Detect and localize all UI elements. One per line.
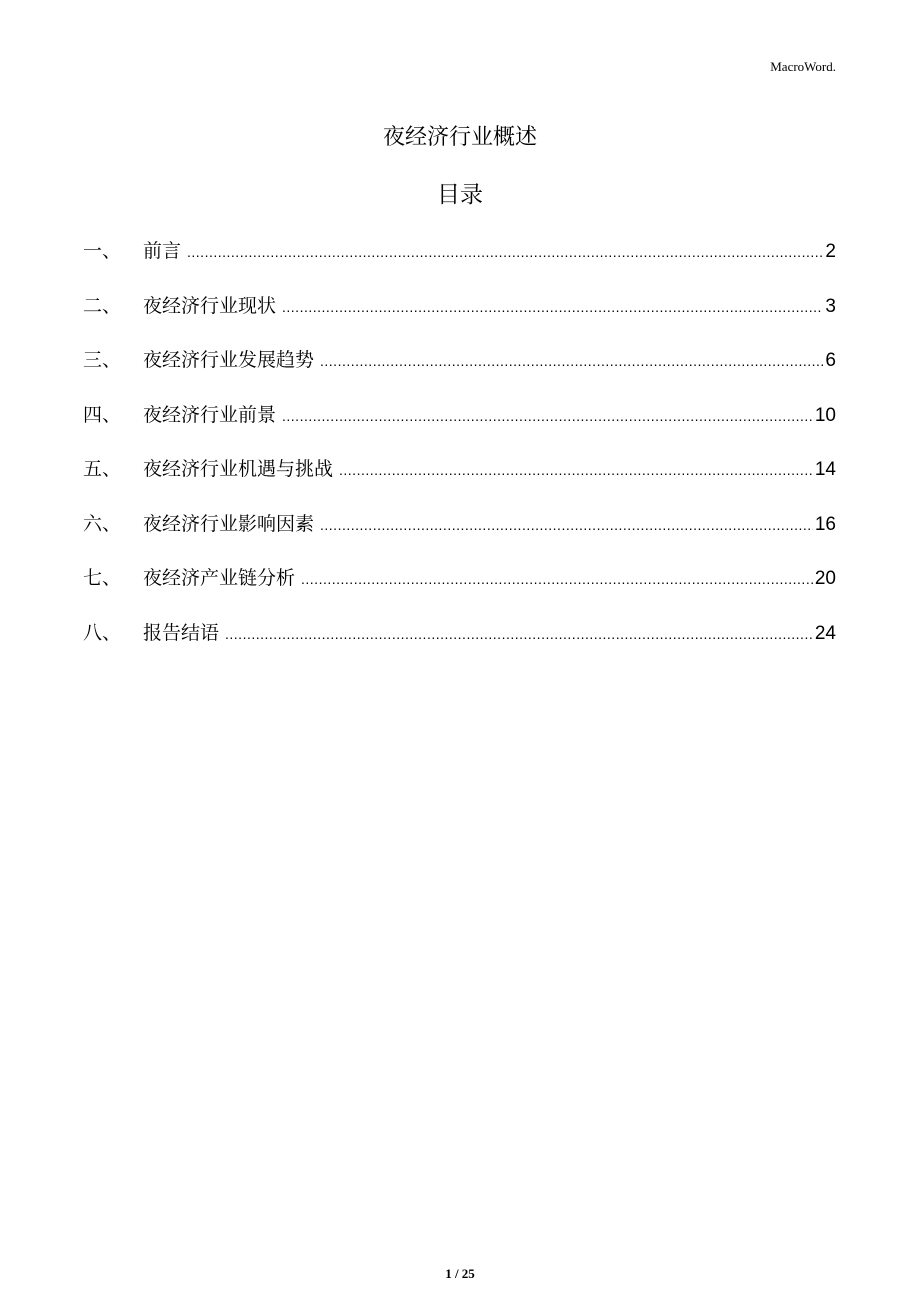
toc-entry[interactable] <box>83 454 836 509</box>
toc-entry-number: 七、 <box>83 567 122 589</box>
toc-entry-number: 八、 <box>83 621 122 644</box>
toc-entry-number: 三、 <box>83 349 122 371</box>
toc-entry-title: 夜经济行业机遇与挑战 <box>143 458 334 480</box>
toc-entry-title: 夜经济行业影响因素 <box>143 512 315 535</box>
toc-entry[interactable] <box>83 618 836 673</box>
toc-entry-page: 3 <box>825 295 836 317</box>
toc-leader-dots <box>320 510 813 540</box>
toc-entry-number: 四、 <box>83 403 122 426</box>
toc-entry-title: 夜经济产业链分析 <box>143 567 296 589</box>
toc-entry-page: 10 <box>814 404 836 426</box>
document-title: 夜经济行业概述 <box>382 125 537 150</box>
toc-entry-page: 2 <box>825 241 836 262</box>
toc-entry-title: 夜经济行业前景 <box>143 403 277 426</box>
toc-entry[interactable] <box>83 400 836 455</box>
toc-entry-title: 前言 <box>143 240 182 262</box>
toc-leader-dots <box>282 401 813 431</box>
toc-entry[interactable] <box>83 236 836 291</box>
toc-entry[interactable] <box>83 509 836 564</box>
toc-heading: 目录 <box>437 182 483 208</box>
toc-entry-title: 夜经济行业发展趋势 <box>143 349 315 371</box>
toc-entry-number: 二、 <box>83 294 122 317</box>
toc-entry-page: 16 <box>814 513 836 535</box>
toc-entry-title: 报告结语 <box>143 621 220 644</box>
toc-entry[interactable] <box>83 345 836 400</box>
toc-entry-number: 五、 <box>83 458 122 480</box>
toc-entry-number: 一、 <box>83 240 122 262</box>
toc-entry-page: 20 <box>814 568 836 589</box>
table-of-contents <box>83 236 836 672</box>
toc-leader-dots <box>339 455 813 485</box>
page-number: 1 / 25 <box>445 1266 475 1281</box>
toc-leader-dots <box>187 237 823 267</box>
toc-leader-dots <box>320 346 823 376</box>
toc-entry-page: 14 <box>814 459 836 480</box>
toc-leader-dots <box>225 619 813 649</box>
header-watermark: MacroWord. <box>770 59 836 74</box>
toc-entry[interactable] <box>83 291 836 346</box>
toc-entry[interactable] <box>83 563 836 618</box>
toc-entry-title: 夜经济行业现状 <box>143 294 277 317</box>
toc-leader-dots <box>301 564 813 594</box>
toc-entry-page: 6 <box>825 350 836 371</box>
toc-entry-page: 24 <box>814 622 836 644</box>
toc-entry-number: 六、 <box>83 512 122 535</box>
toc-leader-dots <box>282 292 823 322</box>
